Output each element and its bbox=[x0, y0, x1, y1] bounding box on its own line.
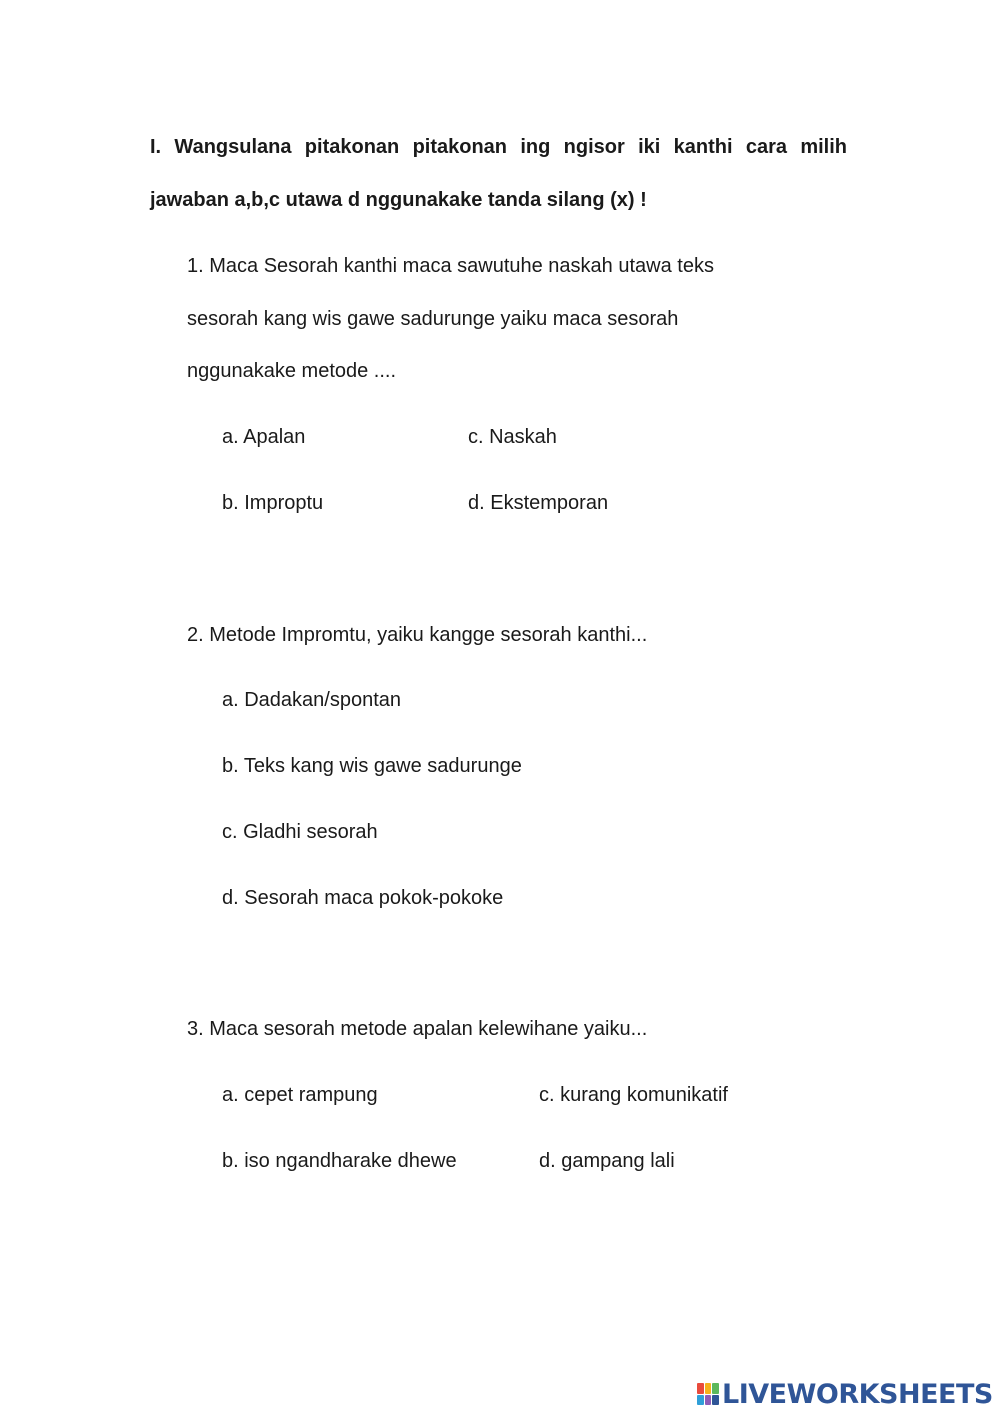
liveworksheets-logo bbox=[697, 1378, 993, 1410]
question-3-option-d[interactable]: d. gampang lali bbox=[539, 1150, 675, 1172]
question-3-option-b[interactable]: b. iso ngandharake dhewe bbox=[222, 1150, 457, 1172]
logo-tile-2 bbox=[705, 1383, 712, 1394]
logo-tile-3 bbox=[712, 1383, 719, 1394]
question-1-option-d[interactable]: d. Ekstemporan bbox=[468, 492, 609, 514]
logo-tile-1 bbox=[697, 1383, 704, 1394]
instruction-line-1: I. Wangsulana pitakonan pitakonan ing ngisor iki kanthi cara milih bbox=[150, 136, 847, 158]
question-2-option-b[interactable]: b. Teks kang wis gawe sadurunge bbox=[222, 755, 522, 777]
instruction-line-2: jawaban a,b,c utawa d nggunakake tanda silang (x) ! bbox=[150, 189, 647, 211]
question-2-option-d[interactable]: d. Sesorah maca pokok-pokoke bbox=[222, 887, 504, 909]
question-3-option-c[interactable]: c. kurang komunikatif bbox=[539, 1084, 728, 1106]
liveworksheets-logo-icon bbox=[697, 1383, 719, 1405]
question-1-option-b[interactable]: b. Improptu bbox=[222, 492, 324, 514]
logo-tile-4 bbox=[697, 1395, 704, 1406]
question-2-line-1: 2. Metode Impromtu, yaiku kangge sesorah kanthi... bbox=[187, 624, 648, 646]
question-1-line-3: nggunakake metode .... bbox=[187, 360, 397, 382]
logo-tile-5 bbox=[705, 1395, 712, 1406]
question-2-option-c[interactable]: c. Gladhi sesorah bbox=[222, 821, 378, 843]
question-3-option-a[interactable]: a. cepet rampung bbox=[222, 1084, 378, 1106]
logo-text: LIVEWORKSHEETS bbox=[722, 1378, 993, 1410]
question-3-line-1: 3. Maca sesorah metode apalan kelewihane yaiku... bbox=[187, 1018, 648, 1040]
question-1-option-c[interactable]: c. Naskah bbox=[468, 426, 557, 448]
question-1-line-1: 1. Maca Sesorah kanthi maca sawutuhe naskah utawa teks bbox=[187, 255, 714, 277]
question-1-line-2: sesorah kang wis gawe sadurunge yaiku maca sesorah bbox=[187, 308, 679, 330]
question-2-option-a[interactable]: a. Dadakan/spontan bbox=[222, 689, 402, 711]
question-1-option-a[interactable]: a. Apalan bbox=[222, 426, 306, 448]
logo-tile-6 bbox=[712, 1395, 719, 1406]
